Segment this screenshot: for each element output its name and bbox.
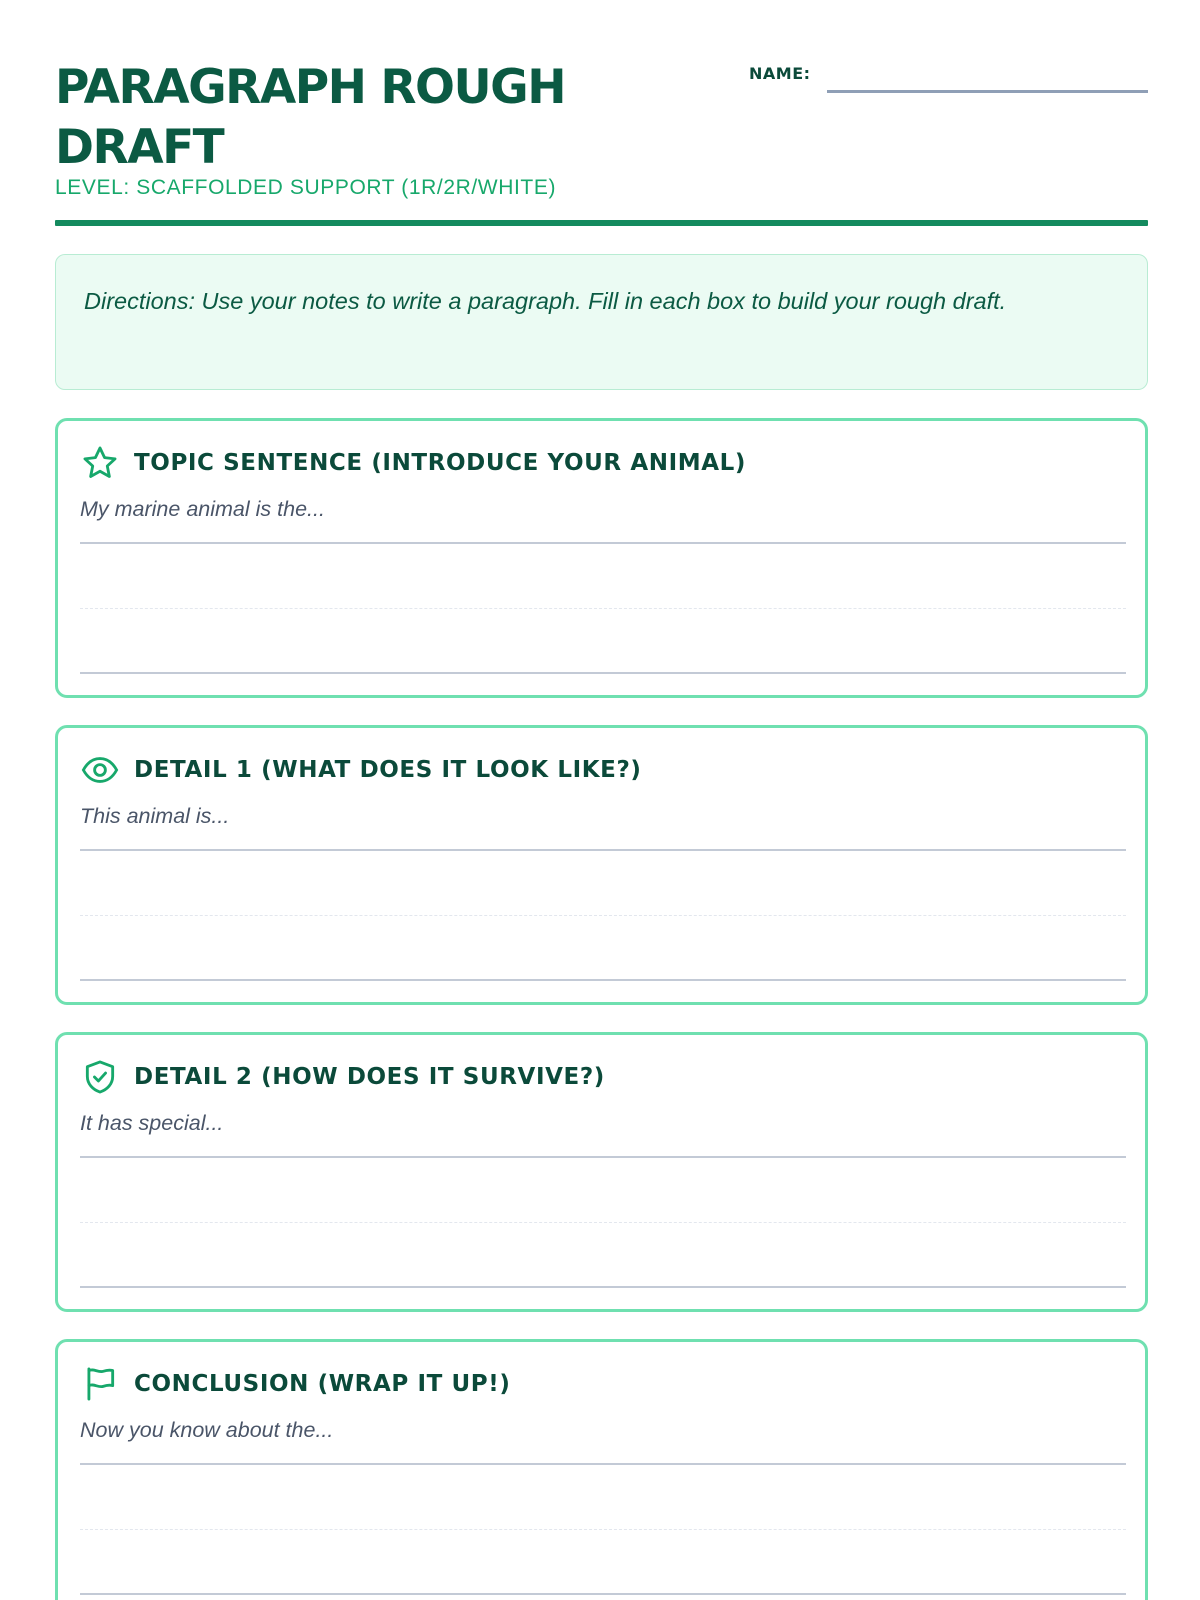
writing-line[interactable] [80, 672, 1126, 674]
section-topic-sentence [55, 418, 1148, 698]
level-label: LEVEL: SCAFFOLDED SUPPORT (1R/2R/WHITE) [55, 176, 557, 199]
writing-guide-line [80, 915, 1126, 916]
section-header [80, 1364, 510, 1404]
section-detail-2 [55, 1032, 1148, 1312]
page-title: PARAGRAPH ROUGH DRAFT [55, 60, 566, 175]
writing-line[interactable] [80, 849, 1126, 851]
writing-guide-line [80, 1529, 1126, 1530]
star-icon [80, 443, 120, 483]
directions-text: Directions: Use your notes to write a paragraph. Fill in each box to build your rough draft. [84, 288, 1007, 314]
writing-line[interactable] [80, 542, 1126, 544]
section-header [80, 750, 642, 790]
section-title: DETAIL 1 (WHAT DOES IT LOOK LIKE?) [134, 757, 642, 783]
writing-line[interactable] [80, 1463, 1126, 1465]
section-title: DETAIL 2 (HOW DOES IT SURVIVE?) [134, 1064, 605, 1090]
writing-line[interactable] [80, 1286, 1126, 1288]
section-header [80, 443, 746, 483]
flag-icon [80, 1364, 120, 1404]
writing-guide-line [80, 608, 1126, 609]
section-title: TOPIC SENTENCE (INTRODUCE YOUR ANIMAL) [134, 450, 746, 476]
writing-guide-line [80, 1222, 1126, 1223]
sentence-starter: My marine animal is the... [80, 497, 325, 521]
writing-line[interactable] [80, 979, 1126, 981]
directions-box [55, 254, 1148, 390]
writing-line[interactable] [80, 1156, 1126, 1158]
section-title: CONCLUSION (WRAP IT UP!) [134, 1371, 511, 1397]
sentence-starter: Now you know about the... [80, 1418, 334, 1442]
sentence-starter: This animal is... [80, 804, 230, 828]
worksheet-header [55, 58, 1148, 228]
name-line[interactable] [827, 90, 1148, 93]
eye-icon [80, 750, 120, 790]
section-conclusion [55, 1339, 1148, 1600]
section-detail-1 [55, 725, 1148, 1005]
name-label: NAME: [749, 64, 811, 83]
section-header [80, 1057, 605, 1097]
shield-check-icon [80, 1057, 120, 1097]
sentence-starter: It has special... [80, 1111, 224, 1135]
writing-line[interactable] [80, 1593, 1126, 1595]
header-divider [55, 220, 1148, 226]
name-field[interactable] [749, 64, 1148, 98]
